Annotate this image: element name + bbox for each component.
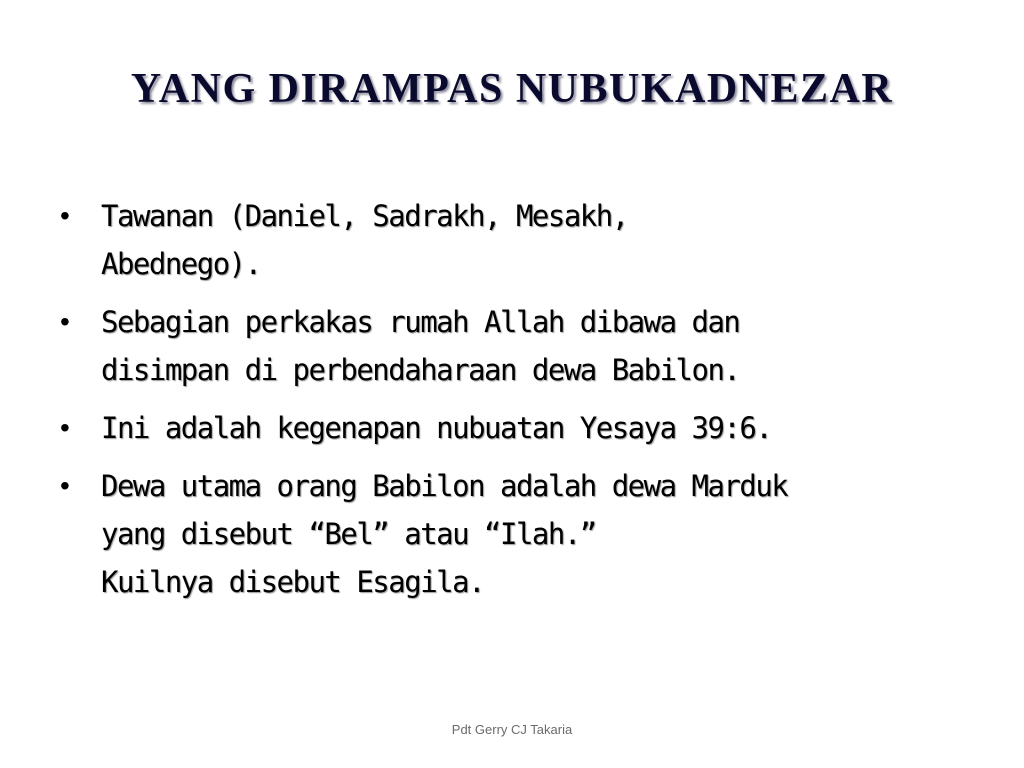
bullet-item-2 — [60, 298, 980, 394]
bullet-text: Ini adalah kegenapan nubuatan Yesaya 39:6. — [101, 411, 772, 445]
bullet-text: Dewa utama orang Babilon adalah dewa Marduk yang disebut “Bel” atau “Ilah.” Kuilnya disebut Esagila. — [101, 469, 788, 599]
bullet-text: Tawanan (Daniel, Sadrakh, Mesakh, Abednego). — [101, 199, 628, 281]
slide-footer: Pdt Gerry CJ Takaria — [451, 722, 573, 737]
bullet-item-1 — [60, 192, 980, 288]
bullet-list — [60, 192, 980, 616]
slide-title: YANG DIRAMPAS NUBUKADNEZAR — [130, 66, 894, 112]
bullet-marker: • — [60, 306, 70, 337]
bullet-item-4 — [60, 462, 980, 606]
bullet-marker: • — [60, 412, 70, 443]
bullet-marker: • — [60, 470, 70, 501]
bullet-item-3 — [60, 404, 980, 452]
bullet-marker: • — [60, 200, 70, 231]
bullet-text: Sebagian perkakas rumah Allah dibawa dan disimpan di perbendaharaan dewa Babilon. — [101, 305, 740, 387]
